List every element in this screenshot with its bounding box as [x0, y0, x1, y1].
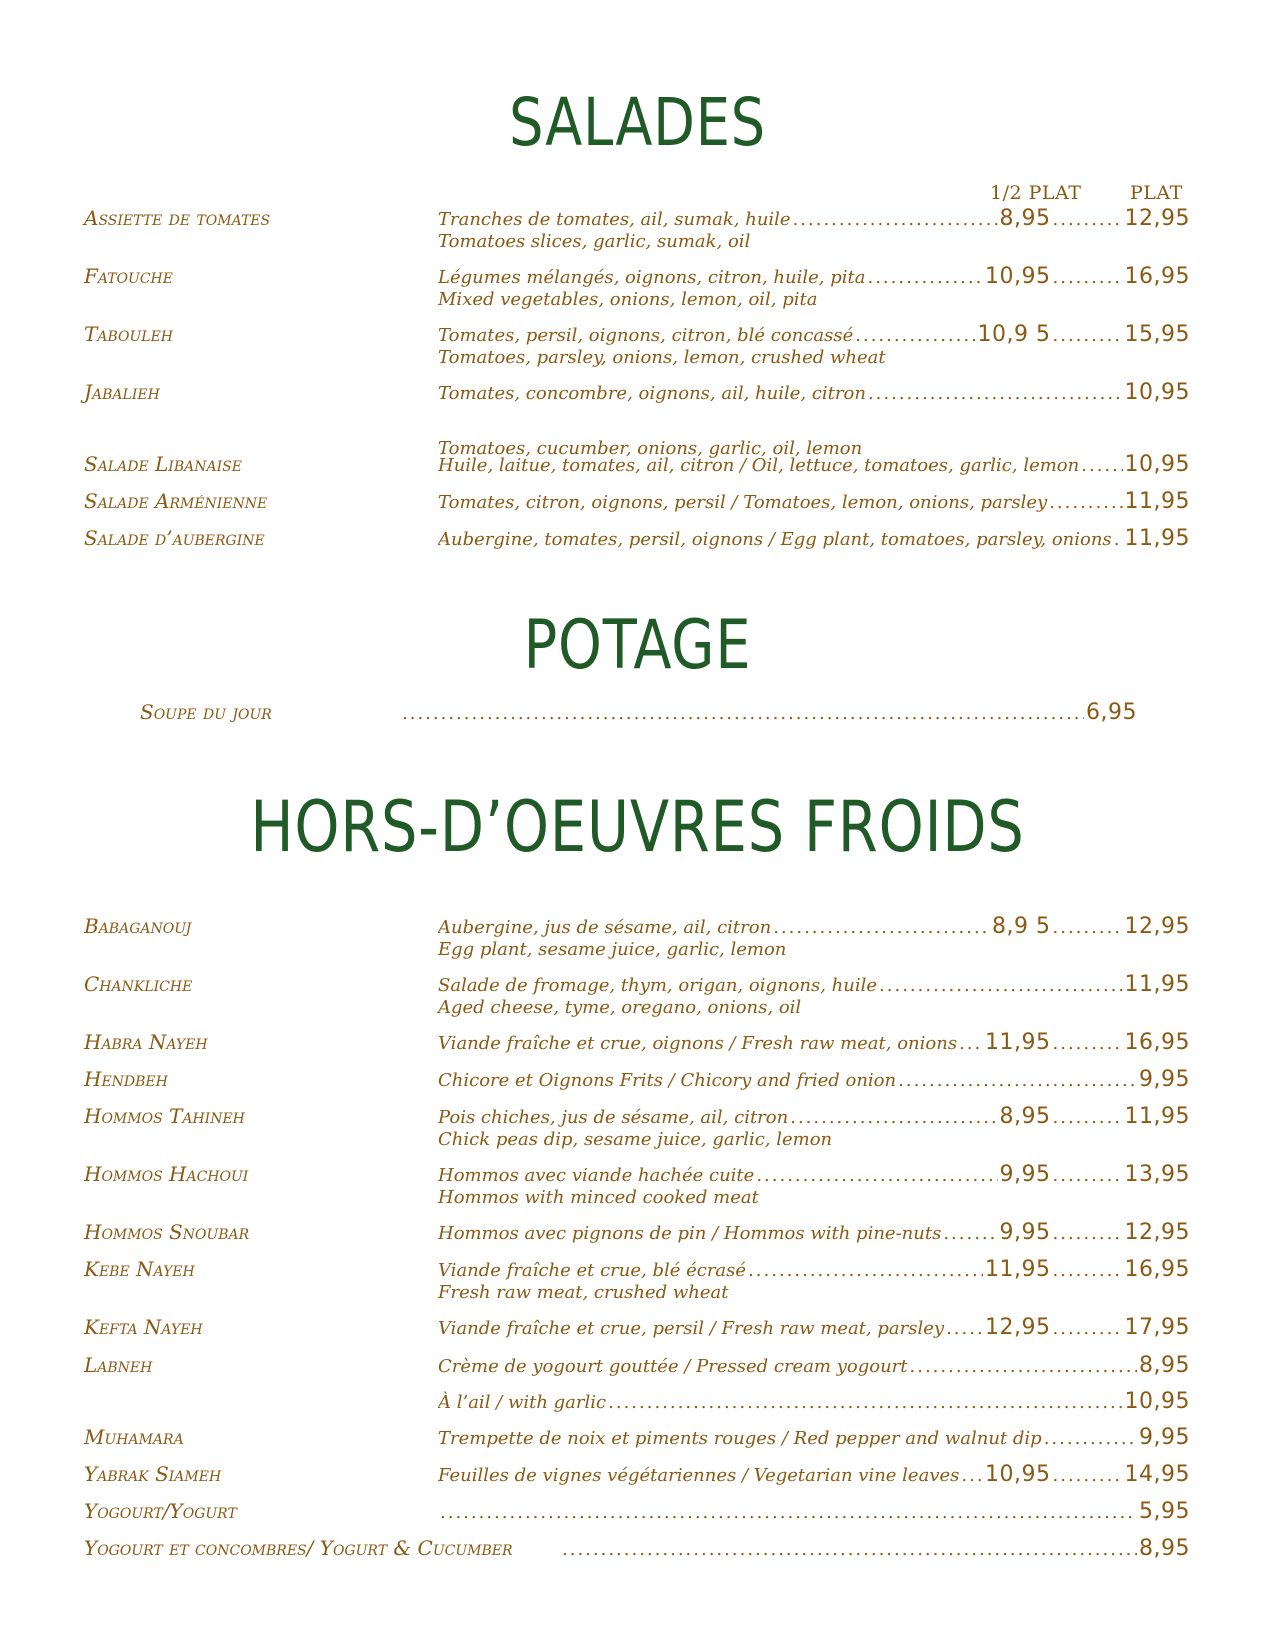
item-description: Légumes mélangés, oignons, citron, huile, pita [438, 267, 866, 288]
item-translation: Chick peas dip, sesame juice, garlic, lemon [438, 1129, 833, 1150]
price: 16,95 [1124, 1030, 1190, 1055]
item-name: Hommos Hachoui [84, 1162, 249, 1186]
item-name: Hendbeh [84, 1067, 168, 1091]
half-price: 12,95 [985, 1315, 1051, 1340]
item-name: Yabrak Siameh [84, 1462, 222, 1486]
item-translation: Hommos with minced cooked meat [438, 1187, 759, 1208]
item-description: Feuilles de vignes végétariennes / Vegetarian vine leaves [438, 1465, 960, 1486]
item-description: Chicore et Oignons Frits / Chicory and fried onion [438, 1070, 897, 1091]
price: 12,95 [1124, 914, 1190, 939]
price: 10,95 [1124, 1389, 1190, 1414]
item-name: Fatouche [84, 264, 173, 288]
item-description: Tranches de tomates, ail, sumak, huile [438, 209, 791, 230]
item-name: Hommos Snoubar [84, 1220, 250, 1244]
half-price: 8,95 [999, 206, 1051, 231]
item-translation: Tomatoes slices, garlic, sumak, oil [438, 231, 751, 252]
item-translation: Mixed vegetables, onions, lemon, oil, pita [438, 289, 818, 310]
price: 11,95 [1124, 1104, 1190, 1129]
item-name: Yogourt/Yogurt [84, 1499, 237, 1523]
item-description: Viande fraîche et crue, persil / Fresh raw meat, parsley [438, 1318, 945, 1339]
price: 12,95 [1124, 206, 1190, 231]
item-name: Kebe Nayeh [84, 1257, 195, 1281]
item-name: Hommos Tahineh [84, 1104, 245, 1128]
item-description: Viande fraîche et crue, blé écrasé [438, 1260, 747, 1281]
item-description: Tomates, persil, oignons, citron, blé concassé [438, 325, 854, 346]
half-price: 9,95 [999, 1162, 1051, 1187]
price: 10,95 [1124, 452, 1190, 477]
price: 16,95 [1124, 1257, 1190, 1282]
item-description: À l’ail / with garlic [438, 1392, 607, 1413]
item-description: Tomates, citron, oignons, persil / Tomatoes, lemon, onions, parsley [438, 492, 1048, 513]
price: 11,95 [1124, 526, 1190, 551]
item-translation: Tomatoes, parsley, onions, lemon, crushed wheat [438, 347, 886, 368]
half-price: 10,95 [985, 264, 1051, 289]
column-header-plate: PLAT [1130, 182, 1183, 204]
item-name: Habra Nayeh [84, 1030, 208, 1054]
item-translation: Egg plant, sesame juice, garlic, lemon [438, 939, 787, 960]
half-price: 11,95 [985, 1257, 1051, 1282]
price: 17,95 [1124, 1315, 1190, 1340]
item-name: Yogourt et concombres/ Yogurt & Cucumber [84, 1536, 513, 1560]
price: 6,95 [1086, 700, 1137, 725]
item-translation: Tomatoes, cucumber, onions, garlic, oil, lemon [438, 438, 863, 459]
price: 14,95 [1124, 1462, 1190, 1487]
item-translation: Fresh raw meat, crushed wheat [438, 1282, 729, 1303]
item-name: Labneh [84, 1353, 153, 1377]
section-title-hors-doeuvres: HORS-D’OEUVRES FROIDS [250, 786, 1025, 868]
price: 5,95 [1139, 1499, 1190, 1524]
item-description: Tomates, concombre, oignons, ail, huile, citron [438, 383, 866, 404]
section-title-potage: POTAGE [523, 606, 752, 685]
item-name: Kefta Nayeh [84, 1315, 203, 1339]
half-price: 10,95 [985, 1462, 1051, 1487]
price: 10,95 [1124, 380, 1190, 405]
item-description: Hommos avec pignons de pin / Hommos with pine-nuts [438, 1223, 942, 1244]
item-name: Soupe du jour [140, 700, 272, 724]
item-translation: Aged cheese, tyme, oregano, onions, oil [438, 997, 802, 1018]
price: 11,95 [1124, 489, 1190, 514]
price: 9,95 [1139, 1067, 1190, 1092]
item-name: Tabouleh [84, 322, 173, 346]
price: 9,95 [1139, 1425, 1190, 1450]
item-description: Aubergine, jus de sésame, ail, citron [438, 917, 772, 938]
item-name: Salade d’aubergine [84, 526, 265, 550]
item-description: Salade de fromage, thym, origan, oignons, huile [438, 975, 878, 996]
price: 8,95 [1139, 1353, 1190, 1378]
section-title-salades: SALADES [509, 84, 766, 161]
half-price: 9,95 [999, 1220, 1051, 1245]
item-description: Hommos avec viande hachée cuite [438, 1165, 755, 1186]
item-description: Pois chiches, jus de sésame, ail, citron [438, 1107, 789, 1128]
item-name: Chankliche [84, 972, 193, 996]
item-name: Muhamara [84, 1425, 184, 1449]
price: 12,95 [1124, 1220, 1190, 1245]
column-header-half-plate: 1/2 PLAT [990, 182, 1082, 204]
item-description: Huile, laitue, tomates, ail, citron / Oil, lettuce, tomatoes, garlic, lemon [438, 455, 1080, 476]
item-description: Trempette de noix et piments rouges / Red pepper and walnut dip [438, 1428, 1042, 1449]
item-name: Salade Arménienne [84, 489, 268, 513]
price: 11,95 [1124, 972, 1190, 997]
item-name: Babaganouj [84, 914, 192, 938]
price: 13,95 [1124, 1162, 1190, 1187]
price: 15,95 [1124, 322, 1190, 347]
item-name: Assiette de tomates [84, 206, 271, 230]
price: 16,95 [1124, 264, 1190, 289]
item-name: Salade Libanaise [84, 452, 242, 476]
item-name: Jabalieh [84, 380, 160, 404]
half-price: 11,95 [985, 1030, 1051, 1055]
item-description: Viande fraîche et crue, oignons / Fresh raw meat, onions [438, 1033, 958, 1054]
price: 8,95 [1139, 1536, 1190, 1561]
item-description: Aubergine, tomates, persil, oignons / Egg plant, tomatoes, parsley, onions [438, 529, 1112, 550]
half-price: 10,9 5 [977, 322, 1051, 347]
half-price: 8,95 [999, 1104, 1051, 1129]
half-price: 8,9 5 [992, 914, 1051, 939]
item-description: Crème de yogourt gouttée / Pressed cream yogourt [438, 1356, 908, 1377]
